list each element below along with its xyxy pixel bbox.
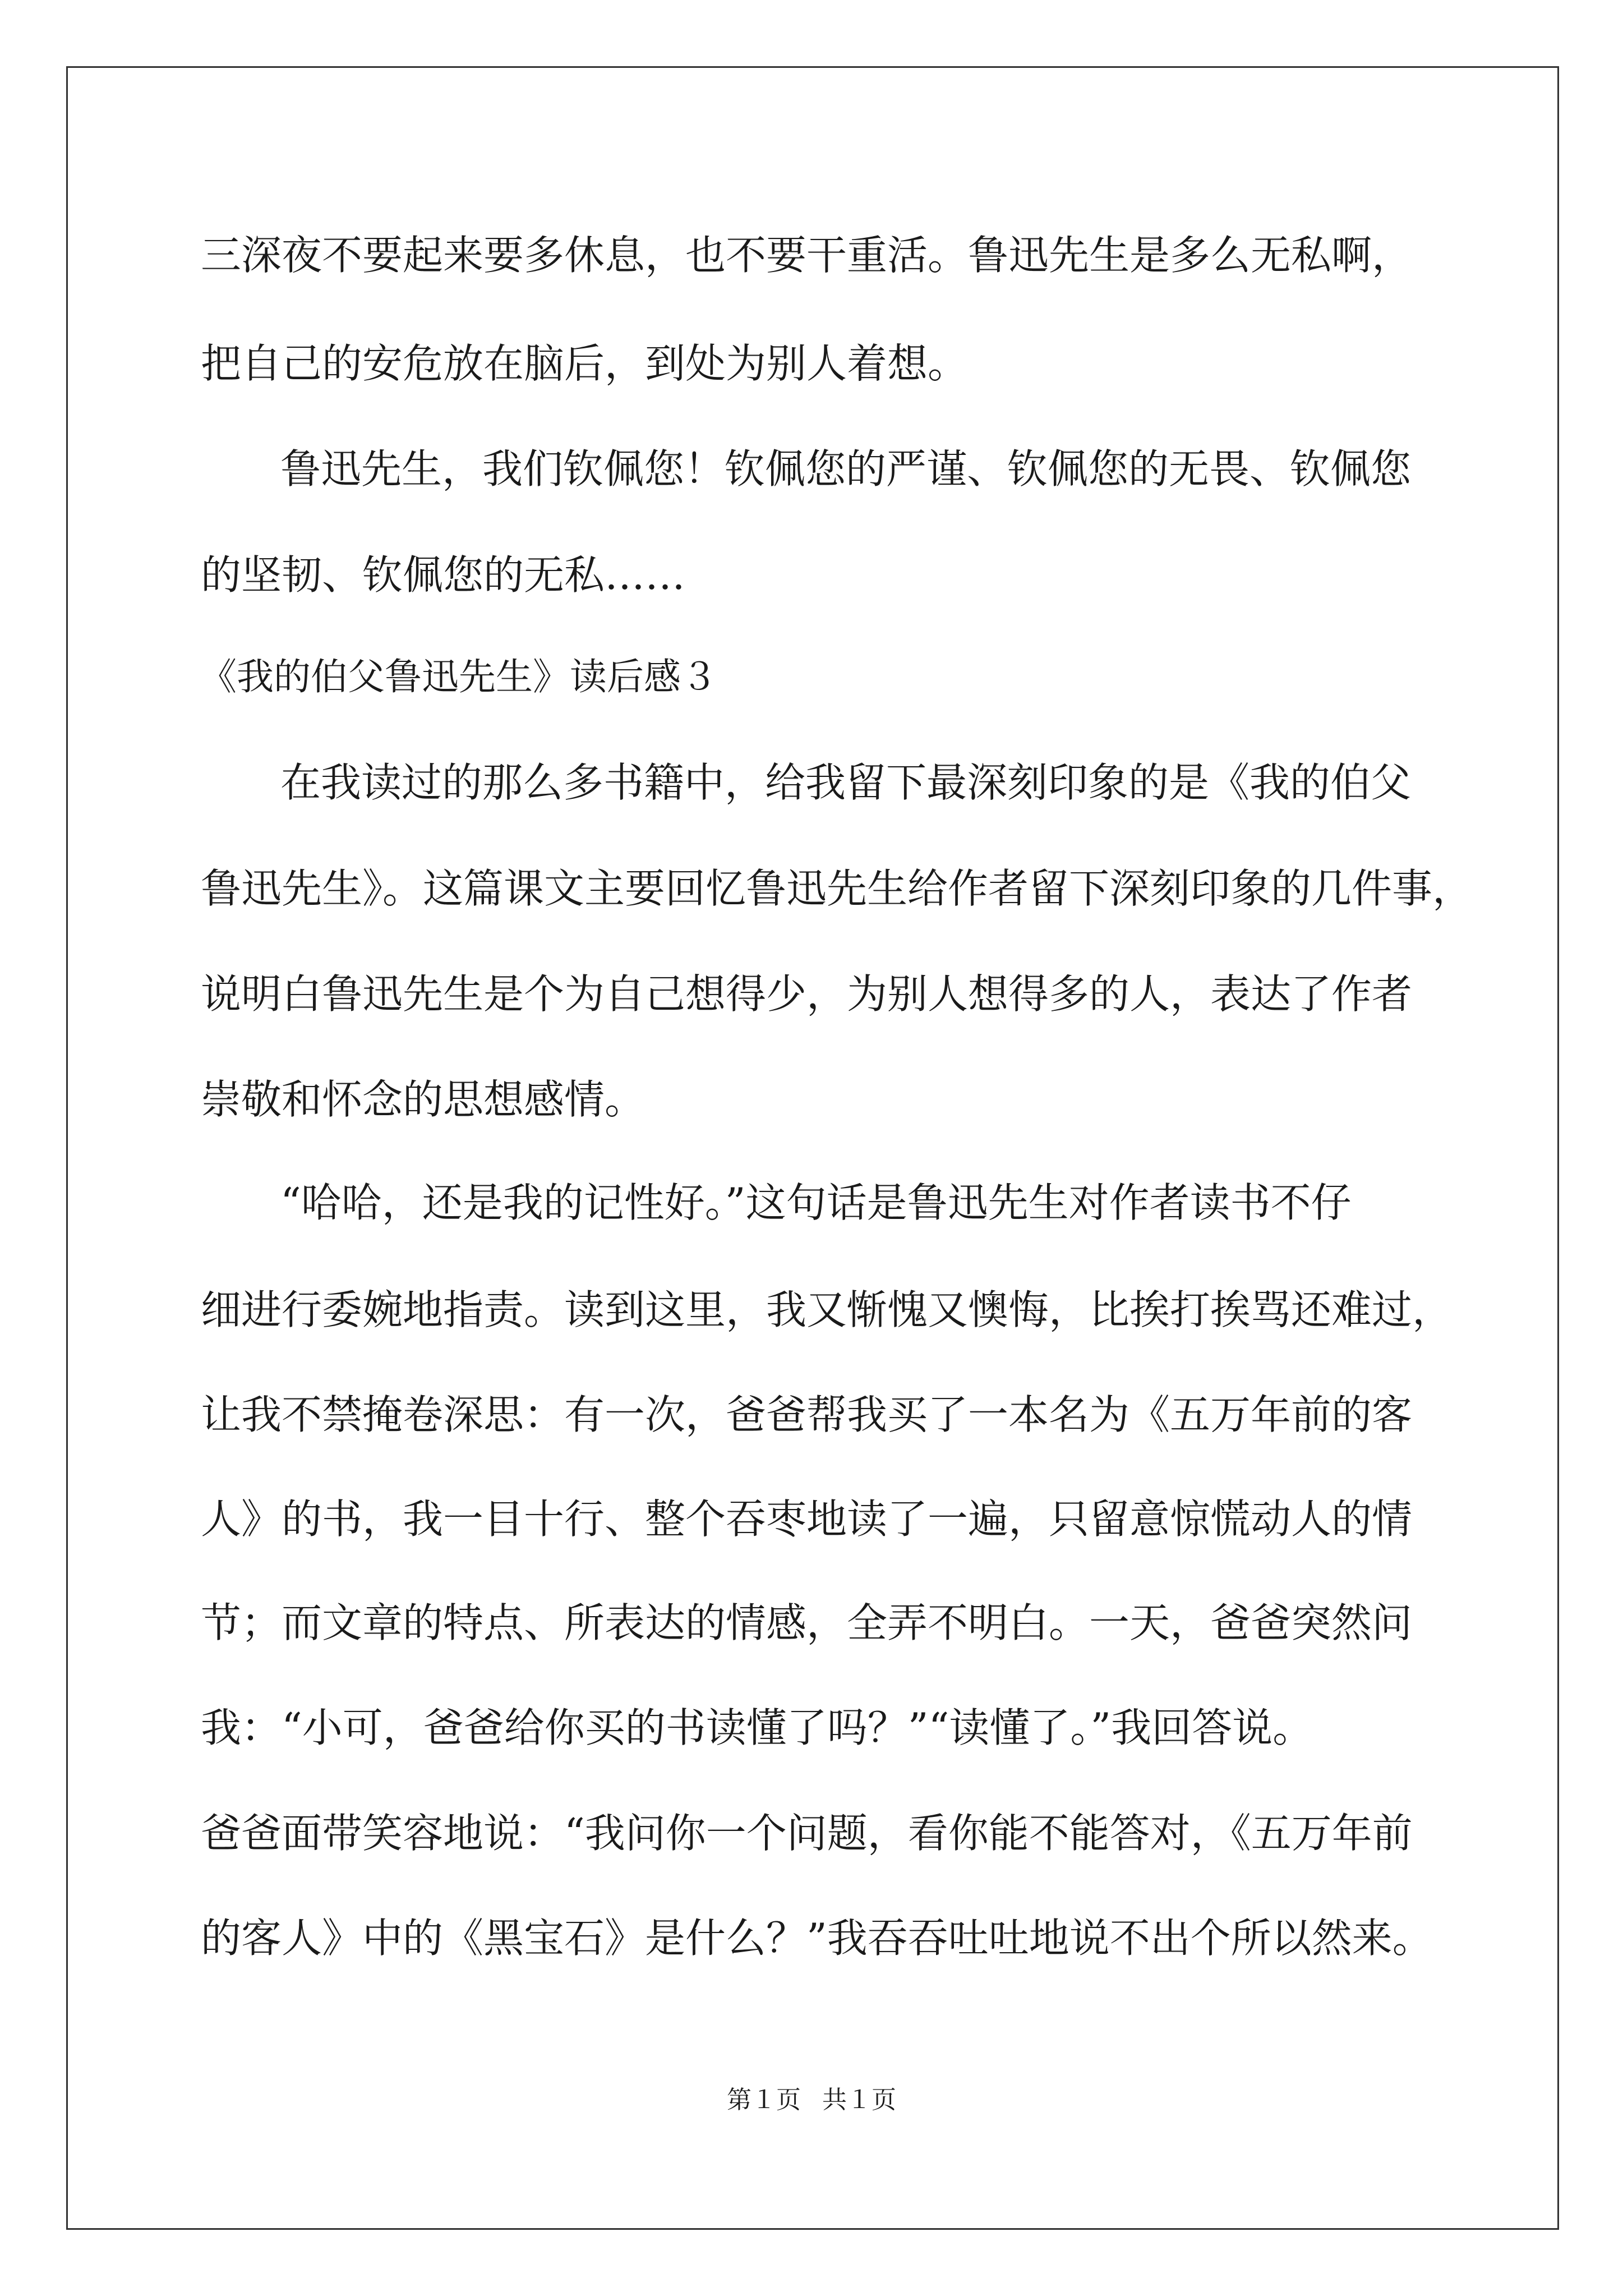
text-line: 崇敬和怀念的思想感情。 [201,1076,645,1123]
text-line: 把自己的安危放在脑后，到处为别人着想。 [201,340,969,387]
text-line: 人》的书，我一目十行、整个吞枣地读了一遍，只留意惊慌动人的情 [201,1496,1413,1543]
text-line: 鲁迅先生，我们钦佩您！钦佩您的严谨、钦佩您的无畏、钦佩您 [280,445,1412,493]
page-footer [0,2083,1623,2117]
text-line: 的坚韧、钦佩您的无私…… [201,551,686,599]
text-line: 说明白鲁迅先生是个为自己想得少，为别人想得多的人，表达了作者 [201,970,1413,1018]
text-line: 三深夜不要起来要多休息，也不要干重活。鲁迅先生是多么无私啊， [201,232,1413,279]
text-line: 在我读过的那么多书籍中，给我留下最深刻印象的是《我的伯父 [280,759,1412,806]
text-line: 爸爸面带笑容地说：“我问你一个问题，看你能不能答对，《五万年前 [201,1810,1413,1857]
page-total: 共１页 [822,2086,896,2114]
text-line: 细进行委婉地指责。读到这里，我又惭愧又懊悔，比挨打挨骂还难过， [201,1286,1453,1333]
text-line: 我：“小可，爸爸给你买的书读懂了吗？”“读懂了。”我回答说。 [201,1704,1313,1751]
page-number: 第１页 [727,2086,801,2114]
text-line: 鲁迅先生》。这篇课文主要回忆鲁迅先生给作者留下深刻印象的几件事， [201,865,1473,912]
text-line: “哈哈，还是我的记性好。”这句话是鲁迅先生对作者读书不仔 [280,1179,1352,1226]
section-title: 《我的伯父鲁迅先生》读后感３ [200,655,718,698]
text-line: 的客人》中的《黑宝石》是什么？”我吞吞吐吐地说不出个所以然来。 [201,1915,1433,1962]
text-line: 节；而文章的特点、所表达的情感，全弄不明白。一天，爸爸突然问 [201,1599,1413,1646]
text-line: 让我不禁掩卷深思：有一次，爸爸帮我买了一本名为《五万年前的客 [201,1391,1413,1438]
